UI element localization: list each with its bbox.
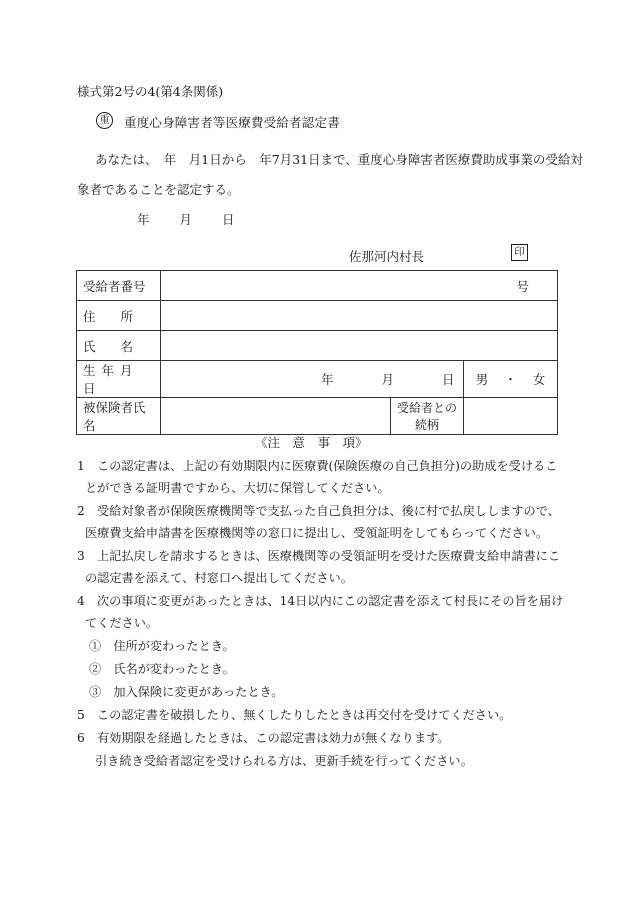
note-4-item-3: ③ 加入保険に変更があったとき。 [89,685,284,699]
issuer-name: 佐那河内村長 [349,249,425,264]
note-1-line-1: 1 この認定書は、上記の有効期限内に医療費(保険医療の自己負担分)の助成を受けるこ [77,459,558,473]
note-2-line-2: 医療費支給申請書を医療機関等の窓口に提出し、受領証明をしてもらってください。 [85,526,549,540]
table-row [77,361,558,398]
recipient-number-field[interactable] [161,271,558,301]
certificate-table [76,270,558,435]
note-2-line-1: 2 受給対象者が保険医療機関等で支払った自己負担分は、後に村で払戻ししますので、 [77,504,560,518]
note-4-line-1: 4 次の事項に変更があったときは、14日以内にこの認定書を添えて村長にその旨を届け [77,594,564,608]
sex-field[interactable] [464,361,558,398]
seal-icon: 印 [511,244,528,261]
table-row [77,331,558,361]
insured-name-field[interactable] [161,398,391,435]
issue-date-year: 年 [137,212,150,227]
address-field[interactable] [161,301,558,331]
insured-name-label: 被保険者氏名 [77,398,161,435]
birth-year: 年 [321,372,334,387]
recipient-number-suffix: 号 [516,278,530,294]
issue-date-day: 日 [221,212,235,227]
name-field[interactable] [161,331,558,361]
note-5: 5 この認定書を破損したり、無くしたりしたときは再交付を受けてください。 [77,708,512,722]
note-6-line-1: 6 有効期限を経過したときは、この認定書は効力が無くなります。 [77,731,450,745]
sex-male[interactable]: 男 [475,372,489,387]
address-label: 住 所 [77,301,161,331]
relation-label: 受給者との続柄 [391,398,464,435]
note-3-line-2: の認定書を添えて、村窓口へ提出してください。 [85,571,353,585]
birthdate-label: 生年月日 [77,361,161,398]
body-text-line-2: 象者であることを認定する。 [77,182,240,197]
notes-heading: 《注 意 事 項》 [255,435,368,450]
name-label: 氏 名 [77,331,161,361]
issue-date [137,210,234,228]
note-4-item-1: ① 住所が変わったとき。 [89,639,235,653]
category-mark-icon: 重 [96,112,113,129]
birth-month: 月 [381,372,394,387]
note-6-line-2: 引き続き受給者認定を受けられる方は、更新手続を行ってください。 [95,754,473,768]
form-number: 様式第2号の4(第4条関係) [77,84,224,99]
sex-female[interactable]: 女 [532,372,546,387]
issue-date-month: 月 [179,212,192,227]
note-4-line-2: てください。 [85,616,159,630]
table-row [77,301,558,331]
birth-day: 日 [441,372,455,387]
recipient-number-label: 受給者番号 [77,271,161,301]
birthdate-field[interactable] [161,361,464,398]
document-title: 重度心身障害者等医療費受給者認定書 [124,115,340,130]
note-1-line-2: とができる証明書ですから、大切に保管してください。 [85,481,390,495]
table-row [77,271,558,301]
table-row [77,398,558,435]
sex-separator: ・ [504,372,517,387]
body-text-line-1: あなたは、 年 月1日から 年7月31日まで、重度心身障害者医療費助成事業の受給対 [95,152,583,167]
note-4-item-2: ② 氏名が変わったとき。 [89,662,235,676]
note-3-line-1: 3 上記払戻しを請求するときは、医療機関等の受領証明を受けた医療費支給申請書にこ [77,549,561,563]
relation-field[interactable] [464,398,558,435]
